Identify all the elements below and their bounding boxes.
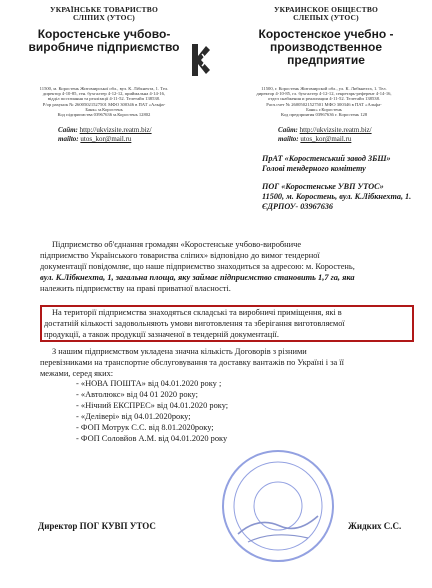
paragraph-address (40, 239, 412, 294)
right-address-line: 11500, г. Коростень Житомирской обл., ул. К. Либкнехта, 1. Тел. (261, 86, 387, 91)
left-company-name-line2: виробниче підприємство (28, 40, 180, 54)
paragraph-carriers (40, 346, 412, 379)
paragraph-line: документації повідомляє, що наше підприємство знаходиться за адресою: м. Коростень, (40, 262, 355, 271)
sender-code: ЄДРПОУ- 03967636 (262, 202, 334, 211)
right-org-line2: СЛЕПЫХ (УТОС) (293, 13, 359, 22)
site-label: Сайт: (278, 126, 298, 134)
list-item: - «Делівері» від 04.01.2020року; (76, 412, 191, 421)
left-address-line: 11500, м. Коростень Житомирської обл., вул. К. Лібкнехта, 1. Тел. (39, 86, 169, 91)
right-company-name-line2: производственное (269, 40, 383, 54)
right-address-line: Код предприятия 03967636 г. Коростень 128 (280, 112, 368, 118)
email-link[interactable]: utos_kor@mail.ru (300, 135, 352, 143)
right-address-line: Банк» г.Коростень (306, 106, 342, 112)
right-address-block (226, 86, 422, 117)
left-contacts (58, 126, 152, 144)
paragraph-line: На території підприємства знаходяться складські та виробничі приміщення, які в (52, 308, 342, 317)
right-address-line: отдел снабжения и реализации 4-11-52. Телетайп 138538. (267, 96, 381, 102)
list-item: - «НОВА ПОШТА» від 04.01.2020 року ; (76, 379, 222, 388)
paragraph-line: З нашим підприємством укладена значна кількість Договорів з різними (52, 347, 307, 356)
paragraph-line: Підприємство об'єднання громадян «Коростенське учбово-виробниче (52, 240, 302, 249)
left-company-name-line1: Коростенське учбово- (37, 27, 171, 41)
right-letterhead (226, 6, 426, 67)
sender-address: 11500, м. Коростень, вул. К.Лібкнехта, 1. (262, 192, 412, 201)
left-address-block (6, 86, 202, 117)
left-org-line1: УКРАЇНСЬКЕ ТОВАРИСТВО (50, 5, 158, 14)
site-link[interactable]: http://ukvizsite.reatm.biz/ (299, 126, 372, 134)
left-address-line: Р/ор рахунок № 26005021527501 МФО 300346 в ПАТ «Альфа- (42, 101, 166, 107)
paragraph-line: підприємство Українського товариства сліпих» відповідно до вимог тендерної (40, 251, 320, 260)
recipient-title: Голові тендерного комітету (262, 164, 366, 173)
email-label: mailto: (58, 135, 79, 143)
list-item: - ФОП Мотрук С.С. від 8.01.2020року; (76, 423, 214, 432)
recipient-company: ПрАТ «Коростенський завод ЗБШ» (262, 154, 391, 163)
left-address-line: директор 4-10-85, ген. бухгалтер 4-12-12, приймальна 4-14-16, (42, 91, 166, 97)
right-contacts (278, 126, 372, 144)
right-address-line: директор 4-10-85, гл. бухгалтер 4-12-12, секретарь-референт 4-14-16, (256, 91, 392, 97)
left-address-line: Банк» м.Коростень (85, 106, 123, 112)
right-company-name-line1: Коростенское учебно - (258, 27, 394, 41)
right-company-name-line3: предприятие (287, 53, 365, 67)
paragraph-premises (44, 307, 410, 340)
sender-company: ПОГ «Коростенське УВП УТОС» (262, 182, 384, 191)
list-item: - ФОП Соловйов А.М. від 04.01.2020 року (76, 434, 228, 443)
email-link[interactable]: utos_kor@mail.ru (80, 135, 132, 143)
company-logo-icon (188, 40, 212, 80)
email-label: mailto: (278, 135, 299, 143)
right-address-line: Расч.счет № 26005021527501 МФО 300346 в ПАТ «Альфа- (266, 101, 382, 107)
paragraph-line: межами, серед яких: (40, 369, 114, 378)
round-stamp-icon (218, 446, 338, 566)
recipient-block (262, 154, 411, 212)
left-address-line: Код підприємства 03967636 м.Коростень 12802 (57, 112, 151, 118)
signature-title: Директор ПОГ КУВП УТОС (38, 521, 156, 531)
left-address-line: відділ постачання та реалізації 4-11-52. Телетайп 138538. (47, 96, 161, 102)
left-letterhead (4, 6, 204, 54)
site-label: Сайт: (58, 126, 78, 134)
paragraph-line: продукції, а також продукції зазначеної в тендерній документації. (44, 330, 279, 339)
left-org-line2: СЛІПИХ (УТОС) (72, 13, 136, 22)
signature-name: Жидких С.С. (348, 521, 402, 531)
list-item: - «Нічний ЕКСПРЕС» від 04.01.2020 року; (76, 401, 229, 410)
carriers-list (76, 378, 228, 444)
paragraph-line: вул. К.Лібкнехта, 1, загальна площа, яку займає підприємство становить 1,7 га, яка (40, 273, 355, 282)
right-org-line1: УКРАИНСКОЕ ОБЩЕСТВО (273, 5, 379, 14)
paragraph-line: перевізниками на транспортне обслуговування та доставку вантажів по Україні і за її (40, 358, 344, 367)
site-link[interactable]: http://ukvizsite.reatm.biz/ (79, 126, 152, 134)
paragraph-line: належить підприємству на праві приватної власності. (40, 284, 231, 293)
list-item: - «Автолюкс» від 04 01 2020 року; (76, 390, 198, 399)
paragraph-line: достатній кількості задовольняють умови виготовлення та зберігання виготовляємої (44, 319, 345, 328)
